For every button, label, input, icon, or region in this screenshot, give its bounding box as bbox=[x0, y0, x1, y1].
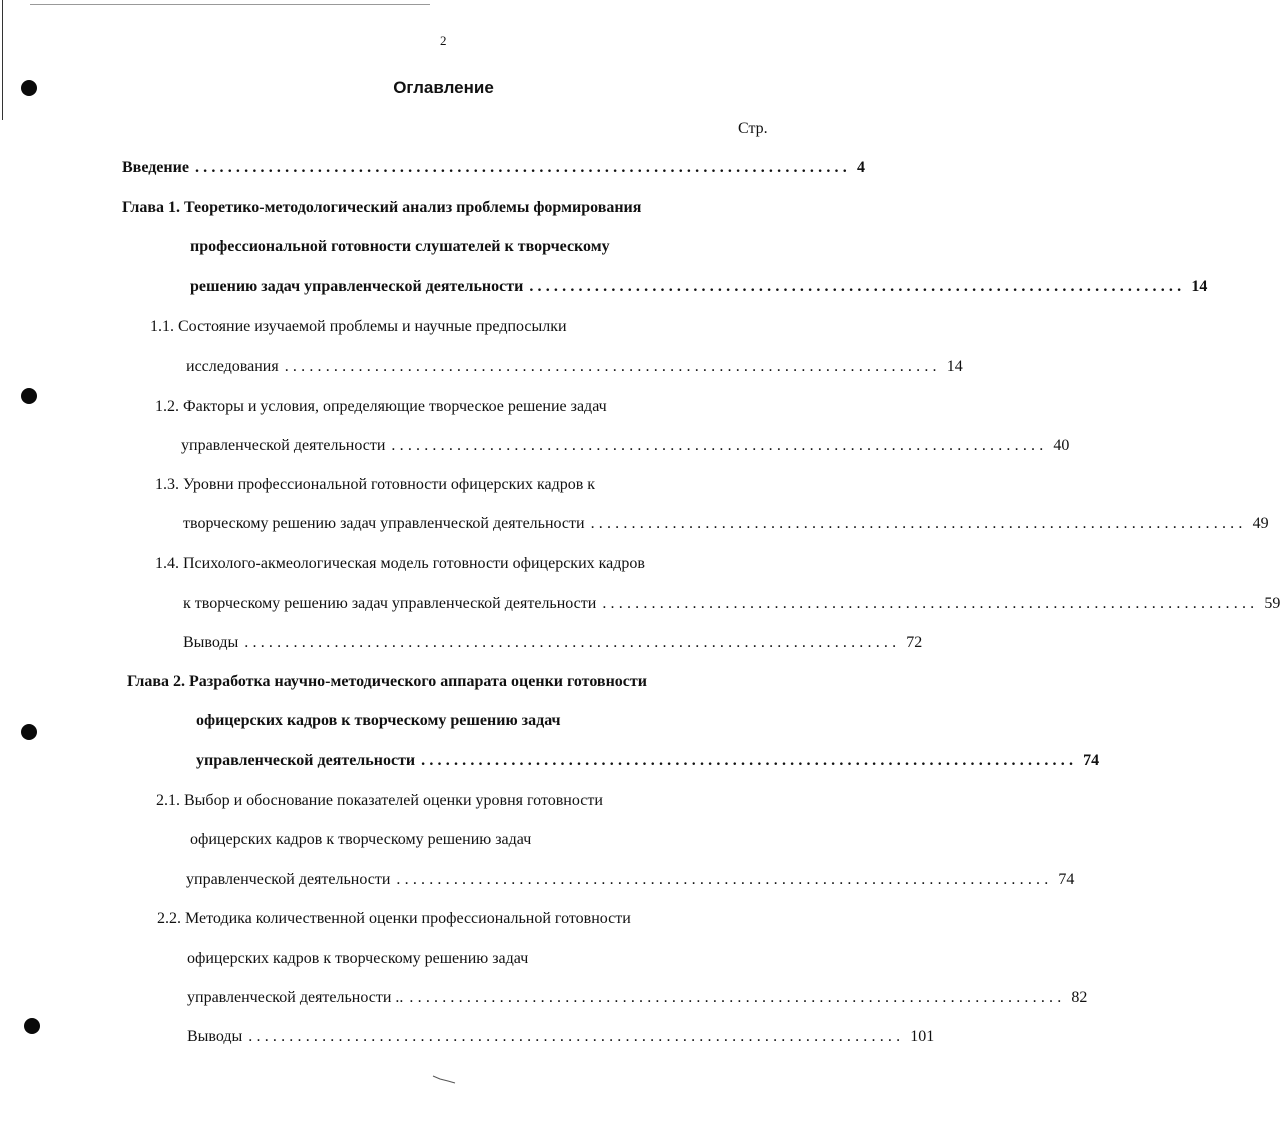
scan-smudge bbox=[432, 1074, 456, 1084]
toc-page-number: 14 bbox=[946, 358, 963, 375]
toc-entry-2-2 bbox=[187, 988, 1088, 1008]
toc-page-number: 72 bbox=[906, 634, 923, 651]
page-title: Оглавление bbox=[393, 78, 494, 97]
dot-leader: ................................................................................ bbox=[409, 989, 1066, 1006]
toc-section-title: 2.1. Выбор и обоснование показателей оценки уровня готовности bbox=[156, 792, 603, 809]
toc-entry-text: творческому решению задач управленческой деятельности bbox=[183, 515, 585, 532]
toc-entry-text: к творческому решению задач управленческой деятельности bbox=[183, 595, 597, 612]
toc-page-number: 74 bbox=[1058, 871, 1075, 888]
toc-page-number: 101 bbox=[910, 1028, 935, 1045]
toc-entry-text: Введение bbox=[122, 159, 189, 176]
toc-chapter-title: офицерских кадров к творческому решению задач bbox=[196, 712, 561, 729]
toc-page-number: 4 bbox=[856, 159, 865, 176]
toc-page-number: 74 bbox=[1083, 752, 1100, 769]
toc-section-title: 1.1. Состояние изучаемой проблемы и научные предпосылки bbox=[150, 318, 567, 335]
binding-hole bbox=[24, 1018, 40, 1034]
toc-section-title: офицерских кадров к творческому решению задач bbox=[187, 950, 529, 967]
toc-page-number: 82 bbox=[1071, 989, 1088, 1006]
dot-leader: ................................................................................ bbox=[396, 871, 1053, 888]
dot-leader: ................................................................................ bbox=[194, 159, 851, 176]
toc-entry-chapter-1 bbox=[190, 277, 1208, 297]
dot-leader: ................................................................................ bbox=[244, 634, 901, 651]
dot-leader: ................................................................................ bbox=[590, 515, 1247, 532]
toc-page-number: 14 bbox=[1191, 278, 1208, 295]
toc-entry-text: Выводы bbox=[183, 634, 239, 651]
toc-page-number: 59 bbox=[1264, 595, 1280, 612]
toc-section-title: 1.4. Психолого-акмеологическая модель готовности офицерских кадров bbox=[155, 555, 645, 572]
toc-entry-2-1 bbox=[186, 870, 1075, 890]
toc-entry-intro bbox=[122, 158, 865, 178]
dot-leader: ................................................................................ bbox=[602, 595, 1259, 612]
scan-top-line bbox=[30, 4, 430, 5]
toc-page-number: 49 bbox=[1252, 515, 1269, 532]
toc-entry-1-4 bbox=[183, 594, 1280, 614]
toc-entry-1-1 bbox=[186, 357, 963, 377]
toc-page-number: 40 bbox=[1053, 437, 1070, 454]
toc-entry-conclusions-1 bbox=[183, 633, 923, 653]
toc-entry-text: решению задач управленческой деятельности bbox=[190, 278, 524, 295]
toc-entry-text: Выводы bbox=[187, 1028, 243, 1045]
toc-entry-1-3 bbox=[183, 514, 1269, 534]
page-column-label: Стр. bbox=[738, 120, 768, 137]
dot-leader: ................................................................................ bbox=[421, 752, 1078, 769]
binding-hole bbox=[21, 724, 37, 740]
toc-section-title: 1.2. Факторы и условия, определяющие творческое решение задач bbox=[155, 398, 607, 415]
toc-entry-text: исследования bbox=[186, 358, 279, 375]
dot-leader: ................................................................................ bbox=[529, 278, 1186, 295]
toc-chapter-title: Глава 1. Теоретико-методологический анализ проблемы формирования bbox=[122, 199, 642, 216]
toc-entry-text: управленческой деятельности bbox=[181, 437, 386, 454]
toc-entry-1-2 bbox=[181, 436, 1070, 456]
toc-entry-conclusions-2 bbox=[187, 1027, 935, 1047]
toc-chapter-title: профессиональной готовности слушателей к творческому bbox=[190, 238, 610, 255]
toc-section-title: 2.2. Методика количественной оценки профессиональной готовности bbox=[157, 910, 631, 927]
toc-chapter-title: Глава 2. Разработка научно-методического аппарата оценки готовности bbox=[127, 673, 647, 690]
binding-hole bbox=[21, 388, 37, 404]
scan-edge-line bbox=[2, 0, 3, 120]
toc-section-title: 1.3. Уровни профессиональной готовности офицерских кадров к bbox=[155, 476, 596, 493]
toc-section-title: офицерских кадров к творческому решению задач bbox=[190, 831, 532, 848]
page-number: 2 bbox=[440, 33, 447, 48]
dot-leader: ................................................................................ bbox=[248, 1028, 905, 1045]
toc-entry-chapter-2 bbox=[196, 751, 1100, 771]
toc-entry-text: управленческой деятельности bbox=[186, 871, 391, 888]
toc-entry-text: управленческой деятельности bbox=[196, 752, 416, 769]
toc-entry-text: управленческой деятельности .. bbox=[187, 989, 404, 1006]
dot-leader: ................................................................................ bbox=[284, 358, 941, 375]
dot-leader: ................................................................................ bbox=[391, 437, 1048, 454]
